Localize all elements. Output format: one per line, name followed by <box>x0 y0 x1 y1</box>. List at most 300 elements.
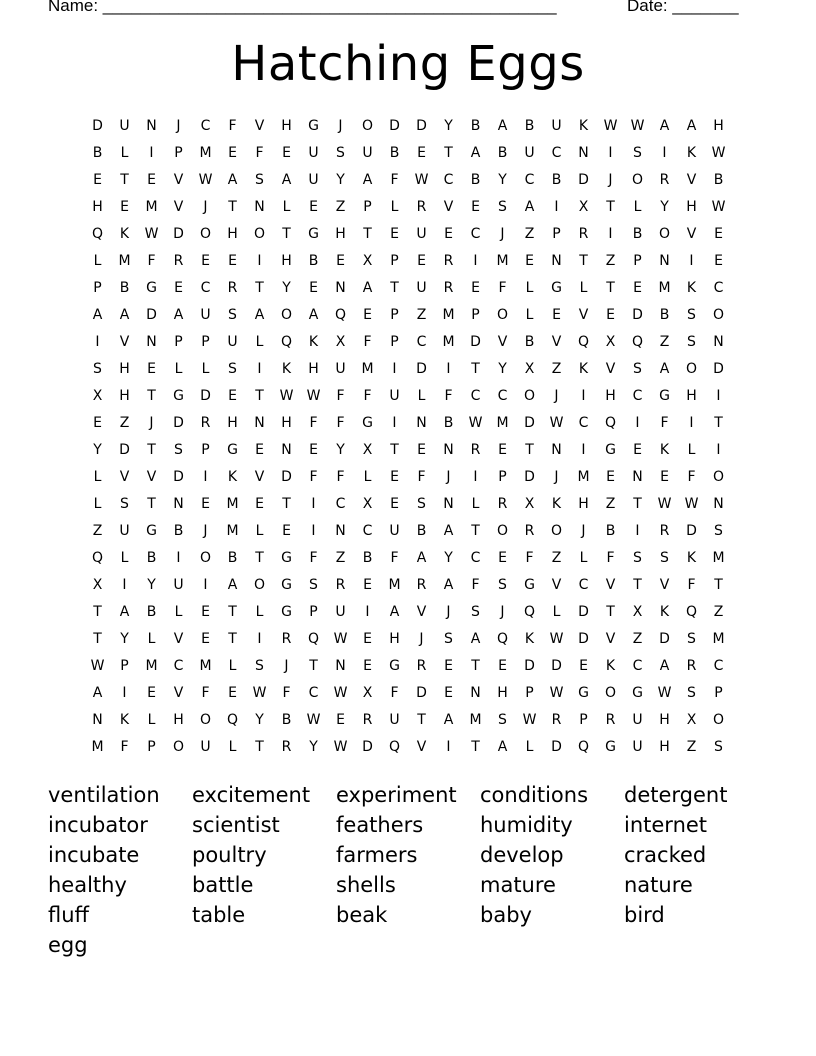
grid-letter[interactable]: M <box>145 198 158 215</box>
grid-letter[interactable]: H <box>281 117 292 134</box>
grid-letter[interactable]: W <box>711 198 726 215</box>
grid-letter[interactable]: B <box>92 144 103 161</box>
grid-letter[interactable]: E <box>606 468 615 485</box>
date-field[interactable]: Date: _______ <box>627 0 739 15</box>
grid-letter[interactable]: K <box>686 279 697 296</box>
grid-letter[interactable]: J <box>203 522 208 539</box>
grid-letter[interactable]: L <box>174 603 183 620</box>
grid-letter[interactable]: X <box>362 684 373 701</box>
grid-letter[interactable]: T <box>255 279 264 296</box>
grid-letter[interactable]: M <box>496 252 509 269</box>
grid-letter[interactable]: M <box>226 495 239 512</box>
grid-letter[interactable]: D <box>146 306 157 323</box>
grid-letter[interactable]: S <box>174 441 183 458</box>
grid-letter[interactable]: T <box>633 576 642 593</box>
grid-letter[interactable]: I <box>257 252 262 269</box>
grid-letter[interactable]: U <box>389 387 400 404</box>
grid-letter[interactable]: S <box>714 522 723 539</box>
grid-letter[interactable]: A <box>686 117 697 134</box>
grid-letter[interactable]: O <box>550 522 563 539</box>
grid-letter[interactable]: S <box>633 360 642 377</box>
grid-letter[interactable]: R <box>281 630 292 647</box>
grid-letter[interactable]: K <box>551 495 562 512</box>
grid-letter[interactable]: E <box>417 441 426 458</box>
grid-letter[interactable]: B <box>497 144 508 161</box>
grid-letter[interactable]: R <box>551 711 562 728</box>
grid-letter[interactable]: L <box>228 738 237 755</box>
grid-letter[interactable]: G <box>281 549 292 566</box>
grid-letter[interactable]: U <box>335 603 346 620</box>
grid-letter[interactable]: V <box>497 333 508 350</box>
grid-letter[interactable]: F <box>147 252 156 269</box>
grid-letter[interactable]: R <box>416 198 427 215</box>
grid-letter[interactable]: T <box>282 495 291 512</box>
grid-letter[interactable]: K <box>578 117 589 134</box>
grid-letter[interactable]: T <box>390 279 399 296</box>
grid-letter[interactable]: Q <box>280 333 293 350</box>
grid-letter[interactable]: L <box>525 306 534 323</box>
grid-letter[interactable]: B <box>416 522 427 539</box>
grid-letter[interactable]: L <box>255 333 264 350</box>
grid-letter[interactable]: G <box>524 576 535 593</box>
grid-letter[interactable]: I <box>257 630 262 647</box>
grid-letter[interactable]: K <box>119 711 130 728</box>
grid-letter[interactable]: T <box>120 171 129 188</box>
grid-letter[interactable]: D <box>578 603 589 620</box>
grid-letter[interactable]: H <box>389 630 400 647</box>
grid-letter[interactable]: D <box>551 738 562 755</box>
grid-letter[interactable]: E <box>255 495 264 512</box>
grid-letter[interactable]: T <box>606 603 615 620</box>
grid-letter[interactable]: I <box>608 225 613 242</box>
grid-letter[interactable]: V <box>578 306 589 323</box>
grid-letter[interactable]: I <box>716 441 721 458</box>
grid-letter[interactable]: L <box>255 603 264 620</box>
grid-letter[interactable]: S <box>417 495 426 512</box>
grid-letter[interactable]: P <box>390 333 399 350</box>
grid-letter[interactable]: L <box>255 522 264 539</box>
grid-letter[interactable]: K <box>578 360 589 377</box>
grid-letter[interactable]: N <box>335 279 346 296</box>
grid-letter[interactable]: V <box>605 630 616 647</box>
grid-letter[interactable]: B <box>443 414 454 431</box>
grid-letter[interactable]: X <box>605 333 616 350</box>
grid-letter[interactable]: R <box>227 279 238 296</box>
grid-letter[interactable]: R <box>659 171 670 188</box>
grid-letter[interactable]: S <box>633 549 642 566</box>
grid-letter[interactable]: O <box>253 225 266 242</box>
grid-letter[interactable]: Z <box>686 738 697 755</box>
grid-letter[interactable]: C <box>578 576 589 593</box>
grid-letter[interactable]: H <box>686 198 697 215</box>
grid-letter[interactable]: E <box>93 171 102 188</box>
grid-letter[interactable]: G <box>362 414 373 431</box>
grid-letter[interactable]: D <box>524 657 535 674</box>
grid-letter[interactable]: Z <box>551 549 562 566</box>
grid-letter[interactable]: J <box>500 225 505 242</box>
grid-letter[interactable]: A <box>443 576 454 593</box>
grid-letter[interactable]: V <box>551 333 562 350</box>
grid-letter[interactable]: I <box>635 414 640 431</box>
grid-letter[interactable]: J <box>554 468 559 485</box>
grid-letter[interactable]: U <box>524 144 535 161</box>
grid-letter[interactable]: G <box>227 441 238 458</box>
grid-letter[interactable]: J <box>581 522 586 539</box>
grid-letter[interactable]: L <box>228 657 237 674</box>
grid-letter[interactable]: B <box>146 549 157 566</box>
grid-letter[interactable]: H <box>281 252 292 269</box>
grid-letter[interactable]: Y <box>498 360 507 377</box>
grid-letter[interactable]: J <box>203 198 208 215</box>
grid-letter[interactable]: L <box>93 468 102 485</box>
grid-letter[interactable]: T <box>228 198 237 215</box>
grid-letter[interactable]: I <box>311 522 316 539</box>
grid-letter[interactable]: V <box>173 198 184 215</box>
grid-letter[interactable]: B <box>524 333 535 350</box>
grid-letter[interactable]: A <box>173 306 184 323</box>
grid-letter[interactable]: P <box>309 603 318 620</box>
grid-letter[interactable]: O <box>604 684 617 701</box>
grid-letter[interactable]: J <box>446 468 451 485</box>
grid-letter[interactable]: M <box>226 522 239 539</box>
grid-letter[interactable]: D <box>416 684 427 701</box>
grid-letter[interactable]: U <box>389 711 400 728</box>
grid-letter[interactable]: S <box>309 576 318 593</box>
grid-letter[interactable]: F <box>390 684 399 701</box>
grid-letter[interactable]: P <box>363 198 372 215</box>
grid-letter[interactable]: O <box>631 171 644 188</box>
grid-letter[interactable]: O <box>253 576 266 593</box>
grid-letter[interactable]: O <box>361 117 374 134</box>
grid-letter[interactable]: T <box>471 360 480 377</box>
grid-letter[interactable]: L <box>471 495 480 512</box>
grid-letter[interactable]: X <box>362 252 373 269</box>
grid-letter[interactable]: R <box>335 576 346 593</box>
grid-letter[interactable]: H <box>713 117 724 134</box>
grid-letter[interactable]: A <box>470 630 481 647</box>
grid-letter[interactable]: W <box>333 738 348 755</box>
grid-letter[interactable]: X <box>362 495 373 512</box>
grid-letter[interactable]: I <box>473 468 478 485</box>
grid-letter[interactable]: K <box>281 360 292 377</box>
name-field[interactable]: Name: ________________________________________________ <box>48 0 557 15</box>
grid-letter[interactable]: L <box>525 738 534 755</box>
grid-letter[interactable]: K <box>659 441 670 458</box>
grid-letter[interactable]: V <box>443 198 454 215</box>
grid-letter[interactable]: N <box>551 441 562 458</box>
grid-letter[interactable]: B <box>605 522 616 539</box>
grid-letter[interactable]: V <box>416 603 427 620</box>
grid-letter[interactable]: U <box>362 144 373 161</box>
grid-letter[interactable]: E <box>525 252 534 269</box>
grid-letter[interactable]: V <box>686 171 697 188</box>
grid-letter[interactable]: F <box>282 684 291 701</box>
grid-letter[interactable]: E <box>444 684 453 701</box>
grid-letter[interactable]: P <box>174 144 183 161</box>
grid-letter[interactable]: K <box>524 630 535 647</box>
grid-letter[interactable]: F <box>390 171 399 188</box>
grid-letter[interactable]: T <box>633 495 642 512</box>
grid-letter[interactable]: R <box>200 414 211 431</box>
grid-letter[interactable]: R <box>605 711 616 728</box>
grid-letter[interactable]: U <box>200 306 211 323</box>
grid-letter[interactable]: A <box>524 198 535 215</box>
grid-letter[interactable]: Y <box>498 171 507 188</box>
grid-letter[interactable]: U <box>632 738 643 755</box>
grid-letter[interactable]: Q <box>91 225 104 242</box>
grid-letter[interactable]: F <box>390 549 399 566</box>
grid-letter[interactable]: C <box>362 522 373 539</box>
grid-letter[interactable]: E <box>336 252 345 269</box>
grid-letter[interactable]: C <box>470 387 481 404</box>
grid-letter[interactable]: M <box>658 279 671 296</box>
grid-letter[interactable]: V <box>659 576 670 593</box>
grid-letter[interactable]: F <box>444 387 453 404</box>
grid-letter[interactable]: B <box>659 306 670 323</box>
grid-letter[interactable]: R <box>362 711 373 728</box>
grid-letter[interactable]: S <box>714 738 723 755</box>
grid-letter[interactable]: W <box>279 387 294 404</box>
grid-letter[interactable]: M <box>361 360 374 377</box>
grid-letter[interactable]: V <box>146 468 157 485</box>
grid-letter[interactable]: D <box>389 117 400 134</box>
grid-letter[interactable]: G <box>605 738 616 755</box>
grid-letter[interactable]: N <box>551 252 562 269</box>
grid-letter[interactable]: Z <box>92 522 103 539</box>
grid-letter[interactable]: O <box>712 306 725 323</box>
grid-letter[interactable]: O <box>523 387 536 404</box>
grid-letter[interactable]: Y <box>282 279 291 296</box>
grid-letter[interactable]: T <box>147 387 156 404</box>
grid-letter[interactable]: L <box>633 198 642 215</box>
grid-letter[interactable]: W <box>549 684 564 701</box>
grid-letter[interactable]: F <box>309 468 318 485</box>
grid-letter[interactable]: E <box>498 549 507 566</box>
grid-letter[interactable]: T <box>525 441 534 458</box>
grid-letter[interactable]: O <box>280 306 293 323</box>
grid-letter[interactable]: J <box>608 171 613 188</box>
grid-letter[interactable]: H <box>605 387 616 404</box>
grid-letter[interactable]: X <box>632 603 643 620</box>
grid-letter[interactable]: D <box>470 333 481 350</box>
grid-letter[interactable]: K <box>605 657 616 674</box>
grid-letter[interactable]: J <box>419 630 424 647</box>
grid-letter[interactable]: S <box>687 684 696 701</box>
grid-letter[interactable]: H <box>335 225 346 242</box>
grid-letter[interactable]: E <box>282 522 291 539</box>
grid-letter[interactable]: J <box>338 117 343 134</box>
grid-letter[interactable]: R <box>281 738 292 755</box>
grid-letter[interactable]: G <box>146 279 157 296</box>
grid-letter[interactable]: U <box>200 738 211 755</box>
grid-letter[interactable]: W <box>603 117 618 134</box>
grid-letter[interactable]: Z <box>416 306 427 323</box>
grid-letter[interactable]: O <box>658 225 671 242</box>
grid-letter[interactable]: D <box>578 171 589 188</box>
grid-letter[interactable]: E <box>201 603 210 620</box>
grid-letter[interactable]: W <box>333 684 348 701</box>
grid-letter[interactable]: Z <box>605 252 616 269</box>
grid-letter[interactable]: R <box>470 441 481 458</box>
grid-letter[interactable]: N <box>281 441 292 458</box>
grid-letter[interactable]: E <box>417 144 426 161</box>
grid-letter[interactable]: S <box>498 711 507 728</box>
grid-letter[interactable]: S <box>633 144 642 161</box>
grid-letter[interactable]: G <box>389 657 400 674</box>
grid-letter[interactable]: R <box>173 252 184 269</box>
grid-letter[interactable]: Q <box>523 603 536 620</box>
grid-letter[interactable]: W <box>657 684 672 701</box>
grid-letter[interactable]: E <box>444 657 453 674</box>
grid-letter[interactable]: Z <box>632 630 643 647</box>
grid-letter[interactable]: C <box>200 117 211 134</box>
grid-letter[interactable]: E <box>147 171 156 188</box>
grid-letter[interactable]: I <box>446 738 451 755</box>
grid-letter[interactable]: H <box>227 225 238 242</box>
grid-letter[interactable]: K <box>227 468 238 485</box>
grid-letter[interactable]: C <box>632 387 643 404</box>
grid-letter[interactable]: A <box>497 738 508 755</box>
grid-letter[interactable]: N <box>173 495 184 512</box>
grid-letter[interactable]: W <box>549 630 564 647</box>
grid-letter[interactable]: V <box>254 468 265 485</box>
grid-letter[interactable]: E <box>147 684 156 701</box>
grid-letter[interactable]: C <box>470 549 481 566</box>
grid-letter[interactable]: K <box>686 549 697 566</box>
grid-letter[interactable]: S <box>444 630 453 647</box>
grid-letter[interactable]: D <box>362 738 373 755</box>
grid-letter[interactable]: L <box>552 603 561 620</box>
grid-letter[interactable]: E <box>363 306 372 323</box>
grid-letter[interactable]: M <box>712 630 725 647</box>
grid-letter[interactable]: T <box>255 549 264 566</box>
grid-letter[interactable]: Y <box>444 549 453 566</box>
grid-letter[interactable]: I <box>203 468 208 485</box>
grid-letter[interactable]: E <box>498 441 507 458</box>
grid-letter[interactable]: D <box>551 657 562 674</box>
grid-letter[interactable]: A <box>92 306 103 323</box>
grid-letter[interactable]: Z <box>335 198 346 215</box>
grid-letter[interactable]: K <box>686 144 697 161</box>
grid-letter[interactable]: U <box>551 117 562 134</box>
grid-letter[interactable]: D <box>524 468 535 485</box>
grid-letter[interactable]: L <box>147 711 156 728</box>
grid-letter[interactable]: C <box>632 657 643 674</box>
grid-letter[interactable]: I <box>716 387 721 404</box>
grid-letter[interactable]: V <box>605 360 616 377</box>
grid-letter[interactable]: E <box>120 198 129 215</box>
grid-letter[interactable]: B <box>362 549 373 566</box>
grid-letter[interactable]: M <box>388 576 401 593</box>
grid-letter[interactable]: E <box>498 657 507 674</box>
grid-letter[interactable]: N <box>443 441 454 458</box>
grid-letter[interactable]: W <box>549 414 564 431</box>
grid-letter[interactable]: T <box>363 225 372 242</box>
grid-letter[interactable]: T <box>471 522 480 539</box>
grid-letter[interactable]: P <box>390 306 399 323</box>
grid-letter[interactable]: E <box>363 576 372 593</box>
grid-letter[interactable]: B <box>551 171 562 188</box>
grid-letter[interactable]: A <box>362 279 373 296</box>
grid-letter[interactable]: E <box>363 657 372 674</box>
grid-letter[interactable]: R <box>686 657 697 674</box>
grid-letter[interactable]: O <box>685 360 698 377</box>
grid-letter[interactable]: Y <box>120 630 129 647</box>
grid-letter[interactable]: V <box>416 738 427 755</box>
grid-letter[interactable]: B <box>470 171 481 188</box>
grid-letter[interactable]: W <box>252 684 267 701</box>
grid-letter[interactable]: I <box>608 144 613 161</box>
grid-letter[interactable]: Y <box>147 576 156 593</box>
grid-letter[interactable]: M <box>199 657 212 674</box>
grid-letter[interactable]: T <box>228 603 237 620</box>
grid-letter[interactable]: E <box>633 441 642 458</box>
grid-letter[interactable]: N <box>335 522 346 539</box>
grid-letter[interactable]: F <box>606 549 615 566</box>
grid-letter[interactable]: U <box>119 117 130 134</box>
grid-letter[interactable]: I <box>581 441 586 458</box>
grid-letter[interactable]: P <box>147 738 156 755</box>
grid-letter[interactable]: F <box>525 549 534 566</box>
grid-letter[interactable]: R <box>497 495 508 512</box>
grid-letter[interactable]: W <box>711 144 726 161</box>
grid-letter[interactable]: Q <box>577 738 590 755</box>
grid-letter[interactable]: W <box>306 387 321 404</box>
grid-letter[interactable]: P <box>498 468 507 485</box>
grid-letter[interactable]: J <box>176 117 181 134</box>
grid-letter[interactable]: E <box>309 198 318 215</box>
grid-letter[interactable]: E <box>660 468 669 485</box>
grid-letter[interactable]: C <box>200 279 211 296</box>
grid-letter[interactable]: W <box>306 711 321 728</box>
grid-letter[interactable]: P <box>120 657 129 674</box>
grid-letter[interactable]: F <box>687 468 696 485</box>
grid-letter[interactable]: W <box>522 711 537 728</box>
grid-letter[interactable]: B <box>281 711 292 728</box>
grid-letter[interactable]: M <box>469 711 482 728</box>
grid-letter[interactable]: T <box>255 387 264 404</box>
grid-letter[interactable]: E <box>147 360 156 377</box>
grid-letter[interactable]: S <box>498 198 507 215</box>
grid-letter[interactable]: T <box>309 657 318 674</box>
grid-letter[interactable]: Q <box>226 711 239 728</box>
grid-letter[interactable]: F <box>363 387 372 404</box>
grid-letter[interactable]: I <box>392 360 397 377</box>
grid-letter[interactable]: E <box>228 387 237 404</box>
grid-letter[interactable]: G <box>281 576 292 593</box>
grid-letter[interactable]: B <box>119 279 130 296</box>
grid-letter[interactable]: F <box>255 144 264 161</box>
grid-letter[interactable]: B <box>227 549 238 566</box>
grid-letter[interactable]: O <box>712 711 725 728</box>
grid-letter[interactable]: M <box>442 306 455 323</box>
grid-letter[interactable]: Z <box>605 495 616 512</box>
grid-letter[interactable]: N <box>146 117 157 134</box>
grid-letter[interactable]: J <box>149 414 154 431</box>
grid-letter[interactable]: H <box>686 387 697 404</box>
grid-letter[interactable]: W <box>657 495 672 512</box>
grid-letter[interactable]: P <box>525 684 534 701</box>
grid-letter[interactable]: D <box>686 522 697 539</box>
grid-letter[interactable]: R <box>443 279 454 296</box>
grid-letter[interactable]: X <box>524 360 535 377</box>
grid-letter[interactable]: M <box>199 144 212 161</box>
grid-letter[interactable]: H <box>281 414 292 431</box>
grid-letter[interactable]: N <box>335 657 346 674</box>
grid-letter[interactable]: E <box>336 711 345 728</box>
grid-letter[interactable]: U <box>119 522 130 539</box>
grid-letter[interactable]: F <box>687 576 696 593</box>
